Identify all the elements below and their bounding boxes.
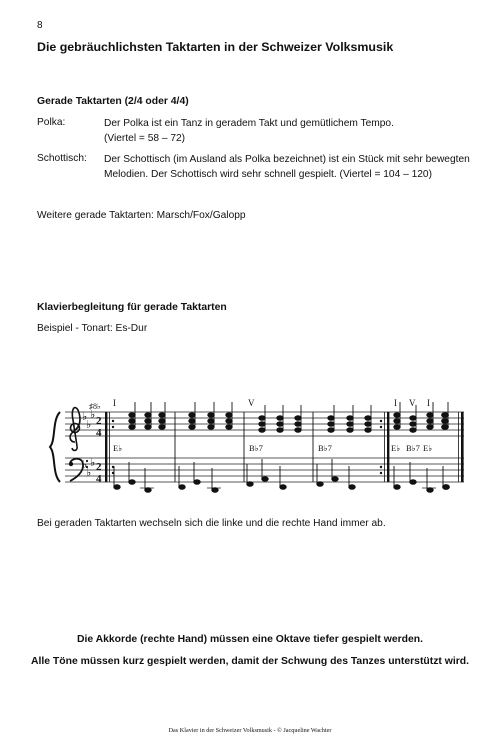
term-polka: Polka:	[37, 117, 66, 128]
svg-text:♭: ♭	[90, 409, 96, 421]
note-hands-alternate: Bei geraden Taktarten wechseln sich die linke und die rechte Hand immer ab.	[37, 518, 386, 529]
treble-chord	[145, 402, 151, 429]
svg-text:♭: ♭	[82, 411, 88, 423]
note-short-notes: Alle Töne müssen kurz gespielt werden, damit der Schwung des Tanzes unterstützt wird.	[30, 656, 470, 667]
treble-chord	[410, 405, 416, 432]
schottisch-line-2: Melodien. Der Schottisch wird sehr schnell gespielt. (Viertel = 104 – 120)	[104, 168, 432, 180]
treble-chord	[295, 405, 301, 432]
polka-line-2: (Viertel = 58 – 72)	[104, 132, 186, 144]
treble-chords	[129, 402, 449, 432]
bass-note	[207, 468, 221, 492]
chord-symbol-2: B♭7	[249, 443, 263, 453]
note-octave-lower: Die Akkorde (rechte Hand) müssen eine Oktave tiefer gespielt werden.	[76, 634, 424, 645]
roman-numeral-2: V	[248, 398, 255, 408]
page-footer: Das Klavier in der Schweizer Volksmusik - © Jacqueline Wachter	[168, 727, 332, 734]
chord-symbol-3: B♭7	[318, 443, 332, 453]
schottisch-line-1: Der Schottisch (im Ausland als Polka bezeichnet) ist ein Stück mit sehr bewegten	[104, 154, 470, 165]
treble-chord	[277, 405, 283, 432]
svg-text:2: 2	[96, 415, 102, 427]
roman-numeral-5: I	[427, 398, 430, 408]
bass-note	[114, 466, 120, 489]
bass-note	[247, 464, 253, 486]
bass-note	[179, 466, 185, 489]
page-title: Die gebräuchlichsten Taktarten in der Schweizer Volksmusik	[37, 40, 394, 54]
bass-note	[422, 468, 436, 492]
section-heading-even-meters: Gerade Taktarten (2/4 oder 4/4)	[37, 96, 189, 107]
svg-text:♭: ♭	[82, 459, 88, 471]
treble-chord	[129, 402, 135, 429]
treble-chord	[365, 405, 371, 432]
treble-chord	[347, 405, 353, 432]
page-number: 8	[37, 20, 43, 31]
chord-symbol-6: E♭	[423, 443, 433, 453]
barlines	[175, 412, 313, 482]
section-heading-piano-accompaniment: Klavierbegleitung für gerade Taktarten	[37, 302, 227, 313]
chord-symbol-1: E♭	[113, 443, 123, 453]
polka-description	[104, 117, 394, 146]
system-brace	[50, 412, 60, 482]
roman-numeral-4: V	[409, 398, 416, 408]
treble-chord	[328, 405, 334, 432]
svg-text:2: 2	[96, 461, 102, 473]
treble-chord	[226, 402, 232, 429]
bass-note	[410, 462, 416, 484]
bass-note-final	[443, 466, 450, 489]
svg-text:♭: ♭	[86, 419, 92, 431]
time-signature-treble	[96, 415, 102, 439]
chord-symbol-4: E♭	[391, 443, 401, 453]
term-schottisch: Schottisch:	[37, 153, 87, 164]
svg-text:♭: ♭	[90, 457, 96, 469]
bass-note	[280, 466, 286, 489]
treble-chord	[259, 405, 265, 432]
treble-chord	[208, 402, 214, 429]
repeat-end-barline	[380, 412, 390, 482]
svg-text:4: 4	[96, 427, 102, 439]
time-signature-bass	[96, 461, 102, 485]
score-system	[0, 380, 500, 510]
treble-chord	[189, 402, 195, 429]
bass-note	[129, 462, 135, 484]
roman-numeral-1: I	[113, 398, 116, 408]
bass-note	[194, 462, 200, 484]
bass-note	[317, 464, 323, 486]
roman-numeral-3: I	[394, 398, 397, 408]
bass-note	[394, 466, 400, 489]
final-barline	[458, 412, 464, 482]
treble-chord	[159, 402, 165, 429]
treble-chord-final	[442, 402, 449, 429]
bass-note	[349, 466, 355, 489]
treble-clef-icon	[70, 408, 80, 451]
example-key: Beispiel - Tonart: Es-Dur	[37, 323, 148, 334]
polka-line-1: Der Polka ist ein Tanz in geradem Takt und gemütlichem Tempo.	[104, 118, 394, 129]
bass-note	[140, 468, 154, 492]
chord-symbol-5: B♭7	[406, 443, 420, 453]
clef-label: ♯8♭	[89, 402, 101, 411]
svg-text:♭: ♭	[86, 467, 92, 479]
schottisch-description	[104, 153, 470, 182]
svg-text:4: 4	[96, 473, 102, 485]
further-meters: Weitere gerade Taktarten: Marsch/Fox/Galopp	[37, 210, 246, 221]
